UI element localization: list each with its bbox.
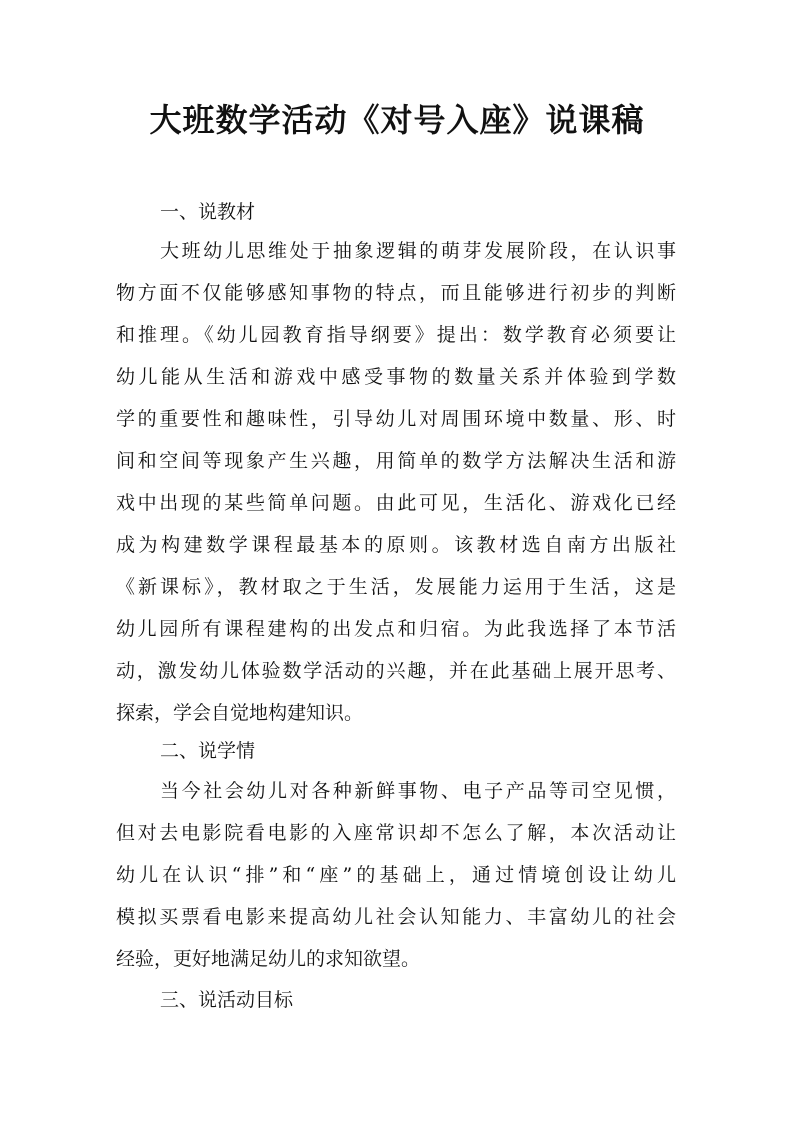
paragraph-line: 大班幼儿思维处于抽象逻辑的萌芽发展阶段，在认识事 <box>160 240 676 262</box>
paragraph-line: 模拟买票看电影来提高幼儿社会认知能力、丰富幼儿的社会 <box>116 906 676 928</box>
paragraph <box>116 238 676 726</box>
section-heading: 二、说学情 <box>160 740 256 762</box>
paragraph <box>116 778 676 972</box>
section-heading-activity-goals <box>116 988 676 1012</box>
section-heading-teaching-material <box>116 200 676 224</box>
document-title: 大班数学活动《对号入座》说课稿 <box>149 101 645 139</box>
paragraph-line: 物方面不仅能够感知事物的特点，而且能够进行初步的判断 <box>116 282 676 304</box>
paragraph-line: 间和空间等现象产生兴趣，用简单的数学方法解决生活和游 <box>116 450 676 472</box>
section-heading: 三、说活动目标 <box>160 989 294 1011</box>
paragraph-line: 成为构建数学课程最基本的原则。该教材选自南方出版社 <box>116 534 676 556</box>
section-heading-learner-analysis <box>116 739 676 763</box>
paragraph-line: 幼儿能从生活和游戏中感受事物的数量关系并体验到学数 <box>116 366 676 388</box>
paragraph-line: 探索，学会自觉地构建知识。 <box>116 702 364 724</box>
paragraph-line: 经验，更好地满足幼儿的求知欲望。 <box>116 948 421 970</box>
paragraph-line: 和推理。《幼儿园教育指导纲要》提出：数学教育必须要让 <box>116 324 676 346</box>
paragraph-line: 幼儿园所有课程建构的出发点和归宿。为此我选择了本节活 <box>116 618 676 640</box>
section-paragraph-learner-analysis <box>116 778 676 988</box>
paragraph-line: 学的重要性和趣味性，引导幼儿对周围环境中数量、形、时 <box>116 408 676 430</box>
paragraph-line: 《新课标》，教材取之于生活，发展能力运用于生活，这是 <box>116 576 676 598</box>
paragraph-line: 但对去电影院看电影的入座常识却不怎么了解，本次活动让 <box>116 822 676 844</box>
section-heading: 一、说教材 <box>160 201 256 223</box>
paragraph-line: 动，激发幼儿体验数学活动的兴趣，并在此基础上展开思考、 <box>116 660 676 682</box>
paragraph-line: 幼儿在认识“排”和“座”的基础上，通过情境创设让幼儿 <box>116 864 676 886</box>
paragraph-line: 戏中出现的某些简单问题。由此可见，生活化、游戏化已经 <box>116 492 676 514</box>
paragraph-line: 当今社会幼儿对各种新鲜事物、电子产品等司空见惯， <box>160 780 676 802</box>
section-paragraph-teaching-material <box>116 238 676 742</box>
